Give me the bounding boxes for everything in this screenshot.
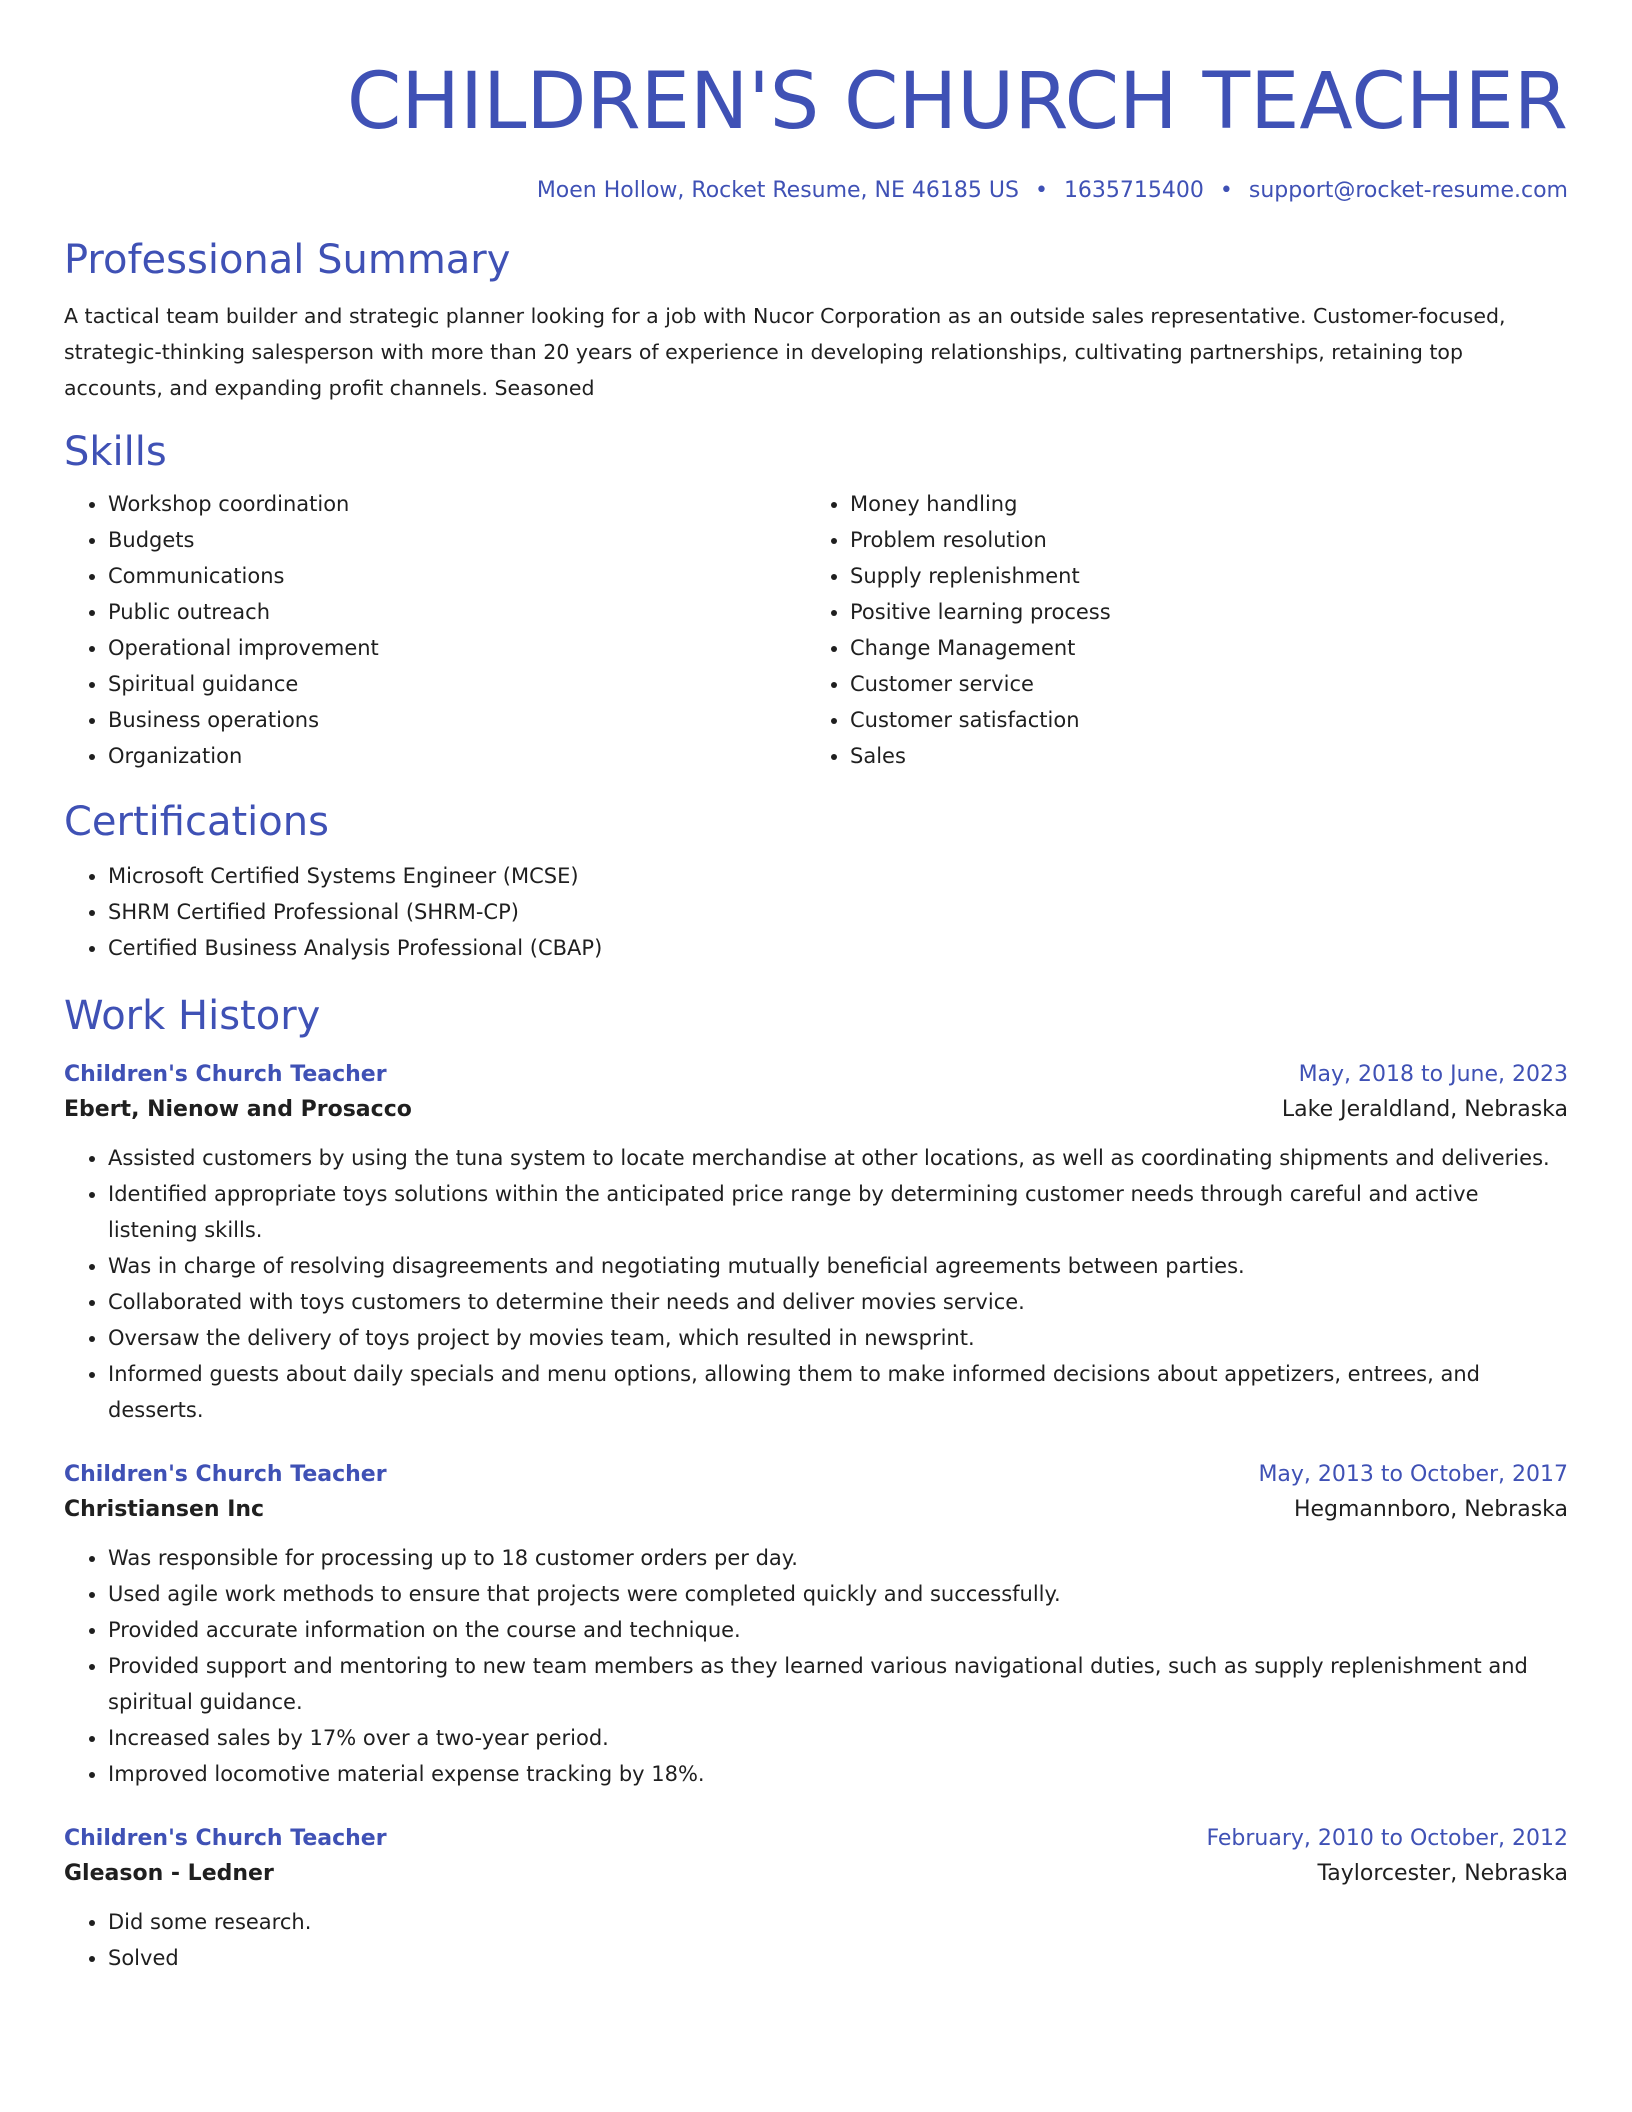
job-company-row: [64, 1854, 1568, 1894]
job-entry: [64, 1824, 1568, 1976]
skill-item: • Customer service: [850, 666, 1548, 702]
skills-heading: Skills: [64, 429, 167, 475]
contact-email: support@rocket-resume.com: [1248, 178, 1568, 203]
job-duties-list: [64, 1540, 1568, 1792]
job-dates: February, 2010 to October, 2012: [1206, 1826, 1568, 1851]
summary-heading: Professional Summary: [64, 237, 511, 283]
job-duty: • Improved locomotive material expense tracking by 18%.: [108, 1756, 1568, 1792]
job-location: Taylorcester, Nebraska: [1317, 1861, 1568, 1886]
skill-item: • Business operations: [108, 702, 806, 738]
job-role: Children's Church Teacher: [64, 1062, 387, 1087]
job-header-row: [64, 1824, 1568, 1854]
job-company: Gleason - Ledner: [64, 1861, 274, 1886]
job-duties-list: [64, 1140, 1568, 1428]
job-company-row: [64, 1490, 1568, 1530]
job-duty: • Was responsible for processing up to 18 customer orders per day.: [108, 1540, 1568, 1576]
skill-item: • Positive learning process: [850, 594, 1548, 630]
job-company: Christiansen Inc: [64, 1497, 265, 1522]
skills-list: [64, 486, 1568, 774]
skill-item: • Budgets: [108, 522, 806, 558]
skills-column-left: [64, 486, 806, 774]
job-duty: • Solved: [108, 1940, 1568, 1976]
skill-item: • Money handling: [850, 486, 1548, 522]
job-duty: • Used agile work methods to ensure that projects were completed quickly and successfully.: [108, 1576, 1568, 1612]
skill-item: • Workshop coordination: [108, 486, 806, 522]
job-company: Ebert, Nienow and Prosacco: [64, 1097, 412, 1122]
job-entry: [64, 1460, 1568, 1792]
resume-title: CHILDREN'S CHURCH TEACHER: [346, 57, 1568, 147]
job-duty: • Oversaw the delivery of toys project by movies team, which resulted in newsprint.: [108, 1320, 1568, 1356]
skill-item: • Supply replenishment: [850, 558, 1548, 594]
certifications-heading: Certifications: [64, 799, 329, 845]
job-dates: May, 2013 to October, 2017: [1258, 1462, 1568, 1487]
job-duties-list: [64, 1904, 1568, 1976]
job-duty: • Did some research.: [108, 1904, 1568, 1940]
skill-item: • Organization: [108, 738, 806, 774]
work-history-heading: Work History: [64, 993, 321, 1039]
job-location: Lake Jeraldland, Nebraska: [1281, 1097, 1568, 1122]
job-duty: • Increased sales by 17% over a two-year period.: [108, 1720, 1568, 1756]
job-duty: • Was in charge of resolving disagreements and negotiating mutually beneficial agreements between parties.: [108, 1248, 1568, 1284]
summary-text: A tactical team builder and strategic planner looking for a job with Nucor Corporation as an outside sales representative. Customer-focused, strategic-thinking salesperson with more than 20 years of experience in developing relationships, cultivating partnerships, retaining top accounts, and expanding profit channels. Seasoned: [64, 304, 1506, 400]
job-duty: • Identified appropriate toys solutions within the anticipated price range by determining customer needs through careful and active listening skills.: [108, 1176, 1568, 1248]
job-header-row: [64, 1460, 1568, 1490]
skill-item: • Communications: [108, 558, 806, 594]
job-duty: • Informed guests about daily specials and menu options, allowing them to make informed decisions about appetizers, entrees, and desserts.: [108, 1356, 1568, 1428]
certification-item: • SHRM Certified Professional (SHRM-CP): [108, 894, 1568, 930]
job-duty: • Provided support and mentoring to new team members as they learned various navigational duties, such as supply replenishment and spiritual guidance.: [108, 1648, 1568, 1720]
resume-page: [64, 0, 1568, 1976]
job-duty: • Assisted customers by using the tuna system to locate merchandise at other locations, as well as coordinating shipments and deliveries.: [108, 1140, 1568, 1176]
skills-column-right: [806, 486, 1548, 774]
contact-line: [64, 176, 1568, 206]
contact-separator: •: [1219, 178, 1233, 203]
contact-phone: 1635715400: [1063, 178, 1204, 203]
skill-item: • Spiritual guidance: [108, 666, 806, 702]
contact-separator: •: [1034, 178, 1048, 203]
skill-item: • Operational improvement: [108, 630, 806, 666]
skill-item: • Change Management: [850, 630, 1548, 666]
job-company-row: [64, 1090, 1568, 1130]
certification-item: • Microsoft Certified Systems Engineer (MCSE): [108, 858, 1568, 894]
contact-address: Moen Hollow, Rocket Resume, NE 46185 US: [536, 178, 1019, 203]
skill-item: • Public outreach: [108, 594, 806, 630]
job-role: Children's Church Teacher: [64, 1826, 387, 1851]
job-role: Children's Church Teacher: [64, 1462, 387, 1487]
skill-item: • Problem resolution: [850, 522, 1548, 558]
job-header-row: [64, 1060, 1568, 1090]
job-duty: • Provided accurate information on the course and technique.: [108, 1612, 1568, 1648]
certifications-list: [64, 858, 1568, 966]
job-dates: May, 2018 to June, 2023: [1298, 1062, 1568, 1087]
skill-item: • Customer satisfaction: [850, 702, 1548, 738]
job-duty: • Collaborated with toys customers to determine their needs and deliver movies service.: [108, 1284, 1568, 1320]
skill-item: • Sales: [850, 738, 1548, 774]
job-location: Hegmannboro, Nebraska: [1293, 1497, 1568, 1522]
job-entry: [64, 1060, 1568, 1428]
certification-item: • Certified Business Analysis Professional (CBAP): [108, 930, 1568, 966]
